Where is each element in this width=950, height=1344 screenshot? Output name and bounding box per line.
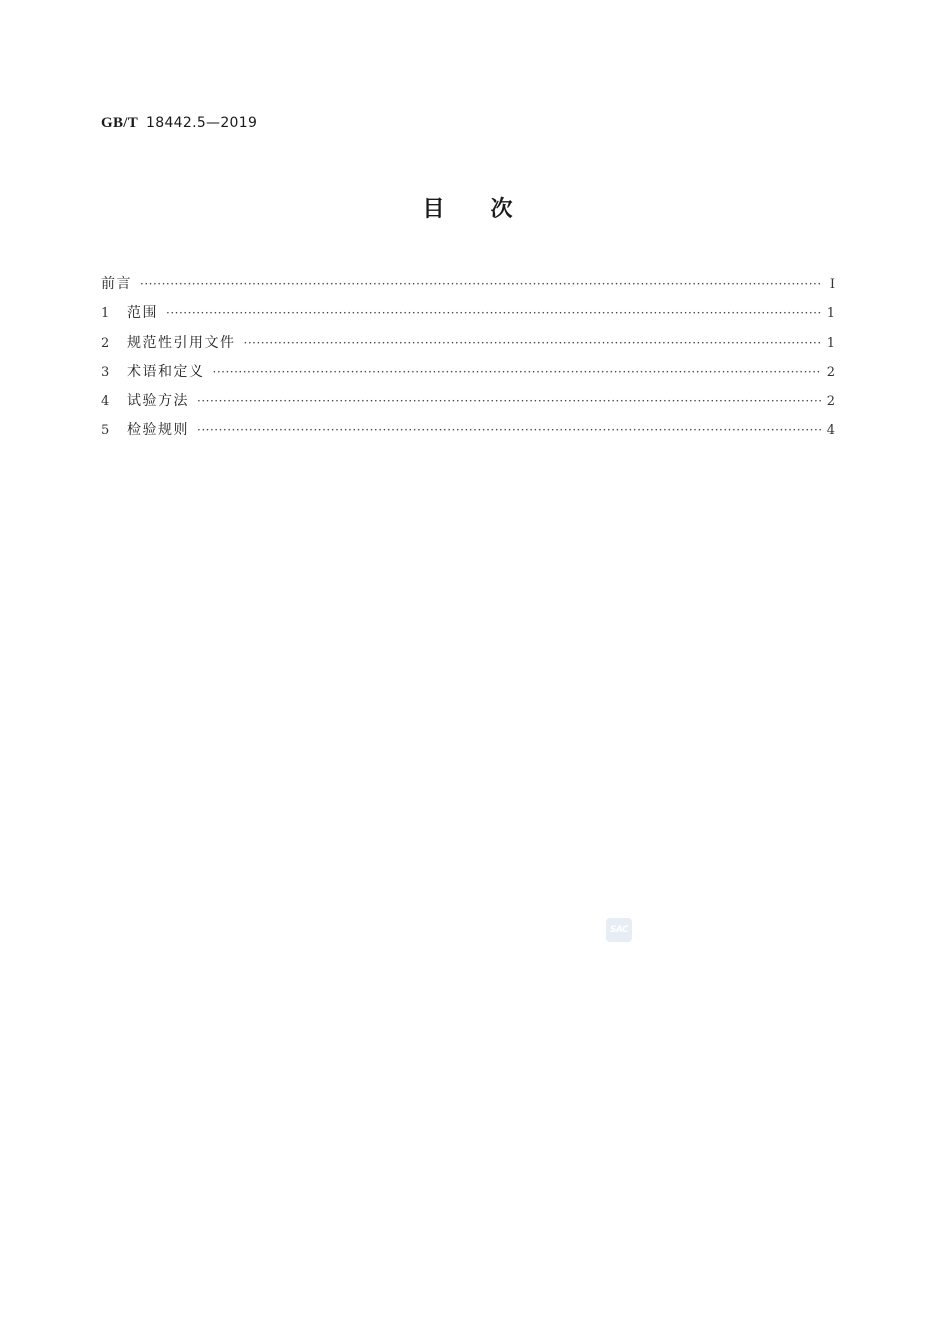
toc-entry-label: 规范性引用文件 bbox=[127, 334, 236, 351]
standard-header bbox=[101, 114, 257, 132]
toc-dot-leader bbox=[166, 299, 821, 328]
standard-number: 18442.5—2019 bbox=[146, 115, 258, 131]
toc-entry-page: 2 bbox=[826, 394, 835, 410]
toc-entry-label: 检验规则 bbox=[127, 422, 189, 439]
toc-entry-terms-definitions[interactable] bbox=[101, 358, 835, 387]
standard-prefix: GB/T bbox=[101, 115, 139, 131]
toc-entry-number: 1 bbox=[101, 306, 110, 322]
sac-watermark-logo bbox=[606, 918, 632, 942]
toc-dot-leader bbox=[197, 416, 821, 445]
toc-entry-number: 2 bbox=[101, 335, 110, 351]
toc-entry-page: 2 bbox=[826, 364, 835, 380]
toc-entry-inspection-rules[interactable] bbox=[101, 416, 835, 445]
toc-dot-leader bbox=[213, 358, 821, 387]
toc-entry-page: 1 bbox=[826, 306, 835, 322]
toc-entry-label: 试验方法 bbox=[127, 393, 189, 410]
toc-dot-leader bbox=[140, 270, 821, 299]
toc-entry-label: 前言 bbox=[101, 276, 132, 292]
toc-entry-number: 5 bbox=[101, 423, 110, 439]
toc-dot-leader bbox=[244, 329, 821, 358]
toc-entry-page: 4 bbox=[826, 423, 835, 439]
toc-entry-label: 范围 bbox=[127, 305, 158, 322]
page-title: 目次 bbox=[422, 197, 559, 222]
toc-entry-number: 3 bbox=[101, 364, 110, 380]
table-of-contents bbox=[101, 270, 835, 446]
toc-entry-label: 术语和定义 bbox=[127, 363, 205, 380]
toc-entry-number: 4 bbox=[101, 394, 110, 410]
toc-entry-scope[interactable] bbox=[101, 299, 835, 328]
toc-entry-page: 1 bbox=[826, 335, 835, 351]
toc-entry-normative-references[interactable] bbox=[101, 329, 835, 358]
toc-entry-foreword[interactable] bbox=[101, 270, 835, 299]
toc-entry-test-methods[interactable] bbox=[101, 387, 835, 416]
watermark-text: SAC bbox=[609, 925, 629, 935]
toc-dot-leader bbox=[197, 387, 821, 416]
toc-entry-page: Ⅰ bbox=[829, 277, 835, 292]
